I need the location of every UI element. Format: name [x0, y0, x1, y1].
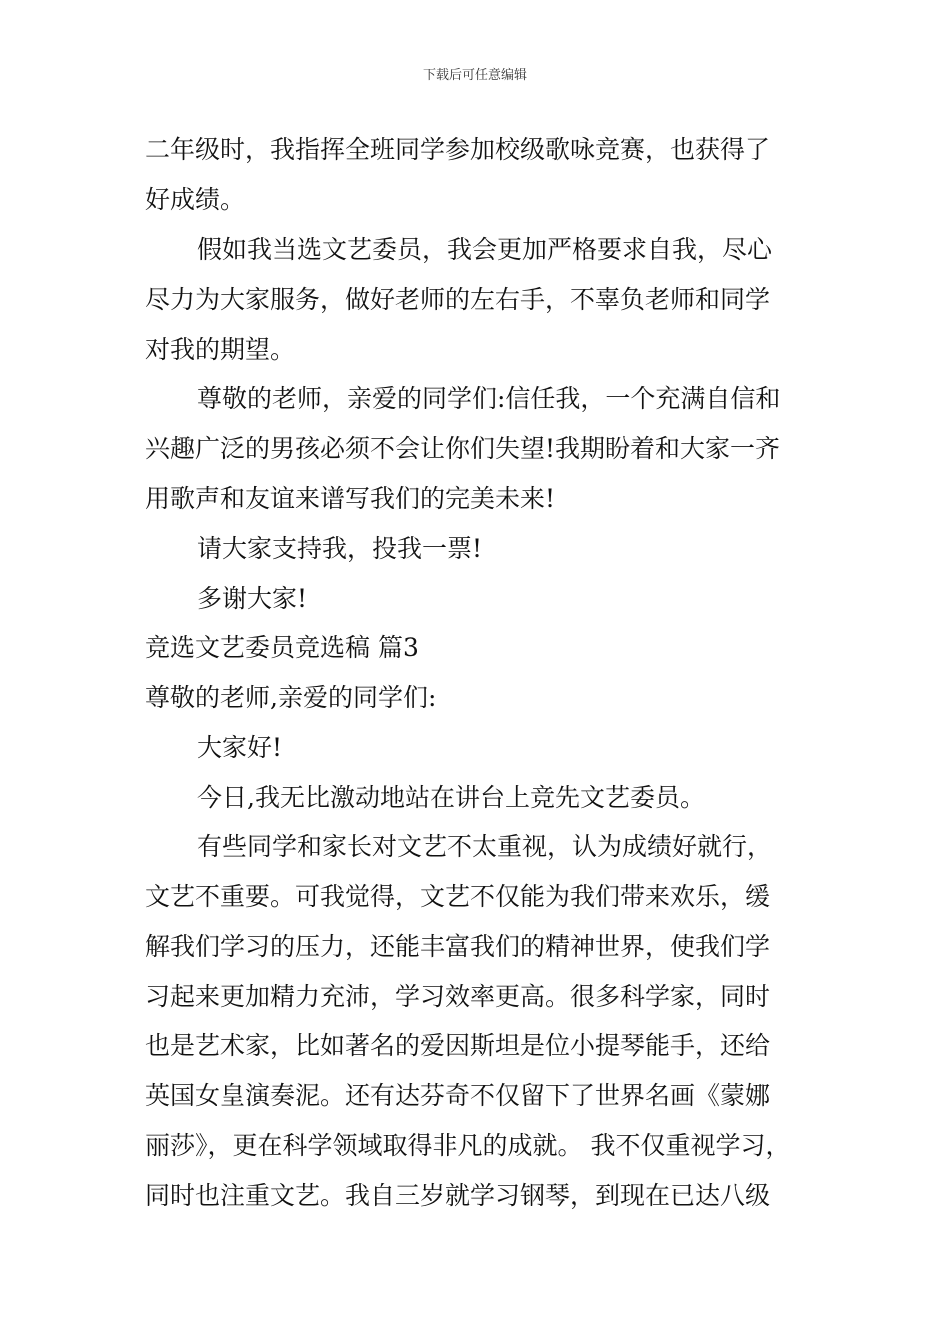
- text-line: 同时也注重文艺。我自三岁就学习钢琴，到现在已达八级: [145, 1181, 771, 1210]
- text-line: 有些同学和家长对文艺不太重视，认为成绩好就行，: [197, 832, 773, 861]
- text-line: 假如我当选文艺委员，我会更加严格要求自我，尽心: [197, 235, 773, 264]
- page-header: 下载后可任意编辑: [422, 68, 527, 83]
- text-line: 丽莎》，更在科学领域取得非凡的成就。 我不仅重视学习，: [145, 1131, 791, 1160]
- text-line: 解我们学习的压力，还能丰富我们的精神世界，使我们学: [145, 932, 771, 961]
- text-line: 习起来更加精力充沛，学习效率更高。很多科学家，同时: [145, 982, 771, 1011]
- text-line: 好成绩。: [145, 185, 246, 214]
- text-line: 用歌声和友谊来谱写我们的完美未来!: [145, 484, 556, 513]
- text-line: 尊敬的老师，亲爱的同学们:信任我，一个充满自信和: [197, 384, 781, 413]
- text-line: 对我的期望。: [145, 335, 296, 364]
- text-line: 大家好!: [197, 733, 283, 762]
- section-heading: 竞选文艺委员竞选稿 篇3: [145, 633, 419, 662]
- text-line: 请大家支持我，投我一票!: [197, 534, 483, 563]
- text-line: 今日,我无比激动地站在讲台上竞先文艺委员。: [197, 783, 705, 812]
- text-line: 兴趣广泛的男孩必须不会让你们失望!我期盼着和大家一齐: [145, 434, 781, 463]
- text-line: 二年级时，我指挥全班同学参加校级歌咏竞赛，也获得了: [145, 135, 771, 164]
- salutation: 尊敬的老师,亲爱的同学们:: [145, 683, 437, 712]
- text-line: 也是艺术家，比如著名的爱因斯坦是位小提琴能手，还给: [145, 1031, 771, 1060]
- text-line: 尽力为大家服务，做好老师的左右手，不辜负老师和同学: [145, 285, 771, 314]
- text-line: 英国女皇演奏泥。还有达芬奇不仅留下了世界名画《蒙娜: [145, 1081, 771, 1110]
- text-line: 文艺不重要。可我觉得，文艺不仅能为我们带来欢乐，缓: [145, 882, 771, 911]
- text-line: 多谢大家!: [197, 584, 308, 613]
